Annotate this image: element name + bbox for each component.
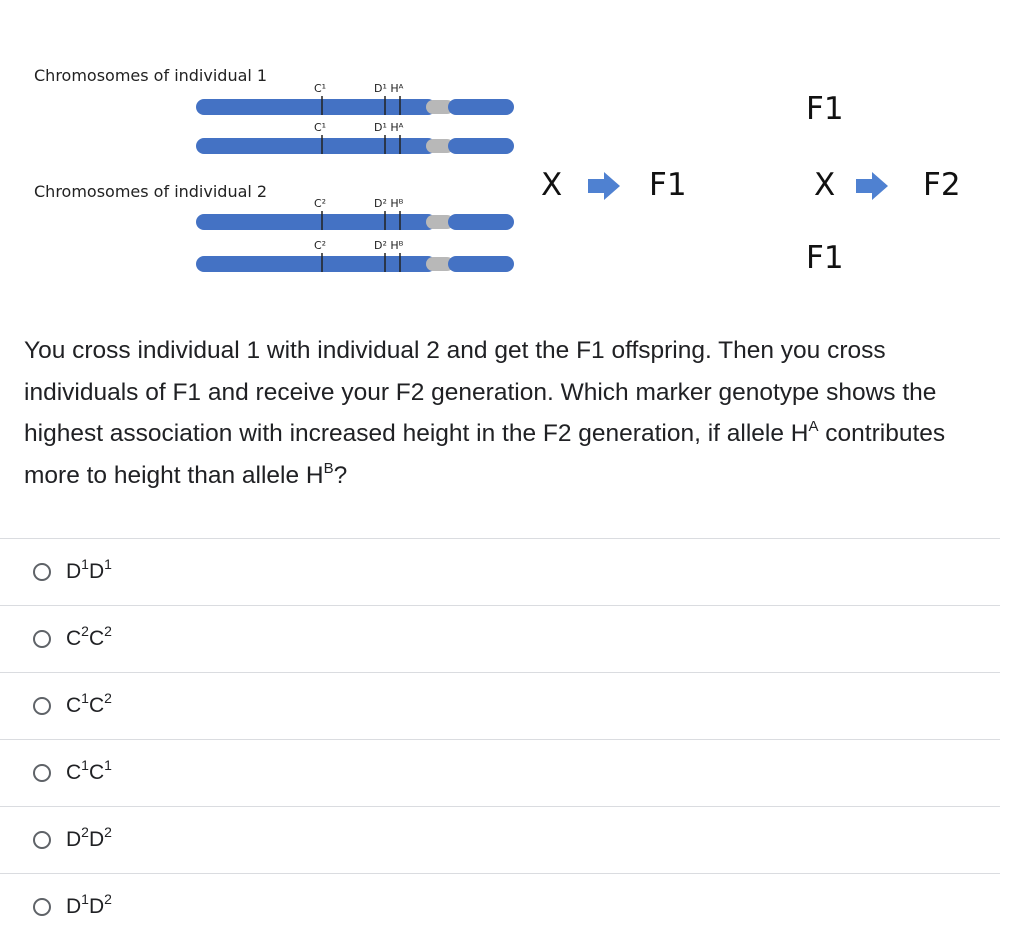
answer-options bbox=[0, 538, 1000, 940]
radio-button[interactable] bbox=[33, 764, 51, 782]
answer-option[interactable] bbox=[0, 538, 1000, 605]
chromosome-diagram bbox=[0, 0, 1024, 300]
question-superscript: A bbox=[808, 418, 819, 435]
chromosome-ind1-bottom bbox=[196, 135, 514, 154]
answer-option[interactable] bbox=[0, 806, 1000, 873]
individual2-label: Chromosomes of individual 2 bbox=[34, 182, 268, 201]
option-label: $C^1C^2$ bbox=[66, 690, 112, 717]
cross-symbol-2: X bbox=[814, 167, 836, 203]
chromosome-figure bbox=[0, 0, 1024, 300]
individual1-label: Chromosomes of individual 1 bbox=[34, 66, 268, 85]
cross-symbol-1: X bbox=[541, 167, 563, 203]
chromosome-ind2-top bbox=[196, 211, 514, 230]
marker-dh-ind2-top: D² Hᴮ bbox=[374, 197, 404, 210]
answer-option[interactable] bbox=[0, 672, 1000, 739]
option-label: $D^1D^2$ bbox=[66, 891, 112, 918]
marker-dh-ind1-top: D¹ Hᴬ bbox=[374, 82, 404, 95]
chromosome-ind1-top bbox=[196, 96, 514, 115]
option-label: $C^1C^1$ bbox=[66, 757, 112, 784]
radio-button[interactable] bbox=[33, 630, 51, 648]
arrow-right-icon bbox=[588, 172, 620, 200]
radio-button[interactable] bbox=[33, 697, 51, 715]
radio-button[interactable] bbox=[33, 831, 51, 849]
radio-button[interactable] bbox=[33, 563, 51, 581]
f1-result-label: F1 bbox=[649, 167, 687, 203]
option-label: $C^2C^2$ bbox=[66, 623, 112, 650]
marker-c-ind1-top: C¹ bbox=[314, 82, 327, 95]
marker-c-ind2-bottom: C² bbox=[314, 239, 327, 252]
answer-option[interactable] bbox=[0, 739, 1000, 806]
radio-button[interactable] bbox=[33, 898, 51, 916]
answer-option[interactable] bbox=[0, 873, 1000, 940]
option-label: $D^2D^2$ bbox=[66, 824, 112, 851]
question-part: You cross individual 1 with individual 2 and get the F1 offspring. Then you cross individuals of F1 and receive your F2 generation. Which marker genotype shows the highest association with increased height in the F2 generation, if allele H bbox=[24, 337, 937, 447]
chromosome-ind2-bottom bbox=[196, 253, 514, 272]
f2-result-label: F2 bbox=[923, 167, 961, 203]
question-part: contributes more to height than allele H bbox=[24, 420, 946, 489]
arrow-right-icon bbox=[856, 172, 888, 200]
f1-parent-top-label: F1 bbox=[806, 91, 844, 127]
question-text bbox=[24, 330, 1004, 496]
marker-dh-ind2-bottom: D² Hᴮ bbox=[374, 239, 404, 252]
marker-dh-ind1-bottom: D¹ Hᴬ bbox=[374, 121, 404, 134]
f1-parent-bottom-label: F1 bbox=[806, 240, 844, 276]
marker-c-ind2-top: C² bbox=[314, 197, 327, 210]
question-part: ? bbox=[333, 461, 348, 489]
answer-option[interactable] bbox=[0, 605, 1000, 672]
option-label: $D^1D^1$ bbox=[66, 556, 112, 583]
question-superscript: B bbox=[323, 459, 334, 477]
marker-c-ind1-bottom: C¹ bbox=[314, 121, 327, 134]
